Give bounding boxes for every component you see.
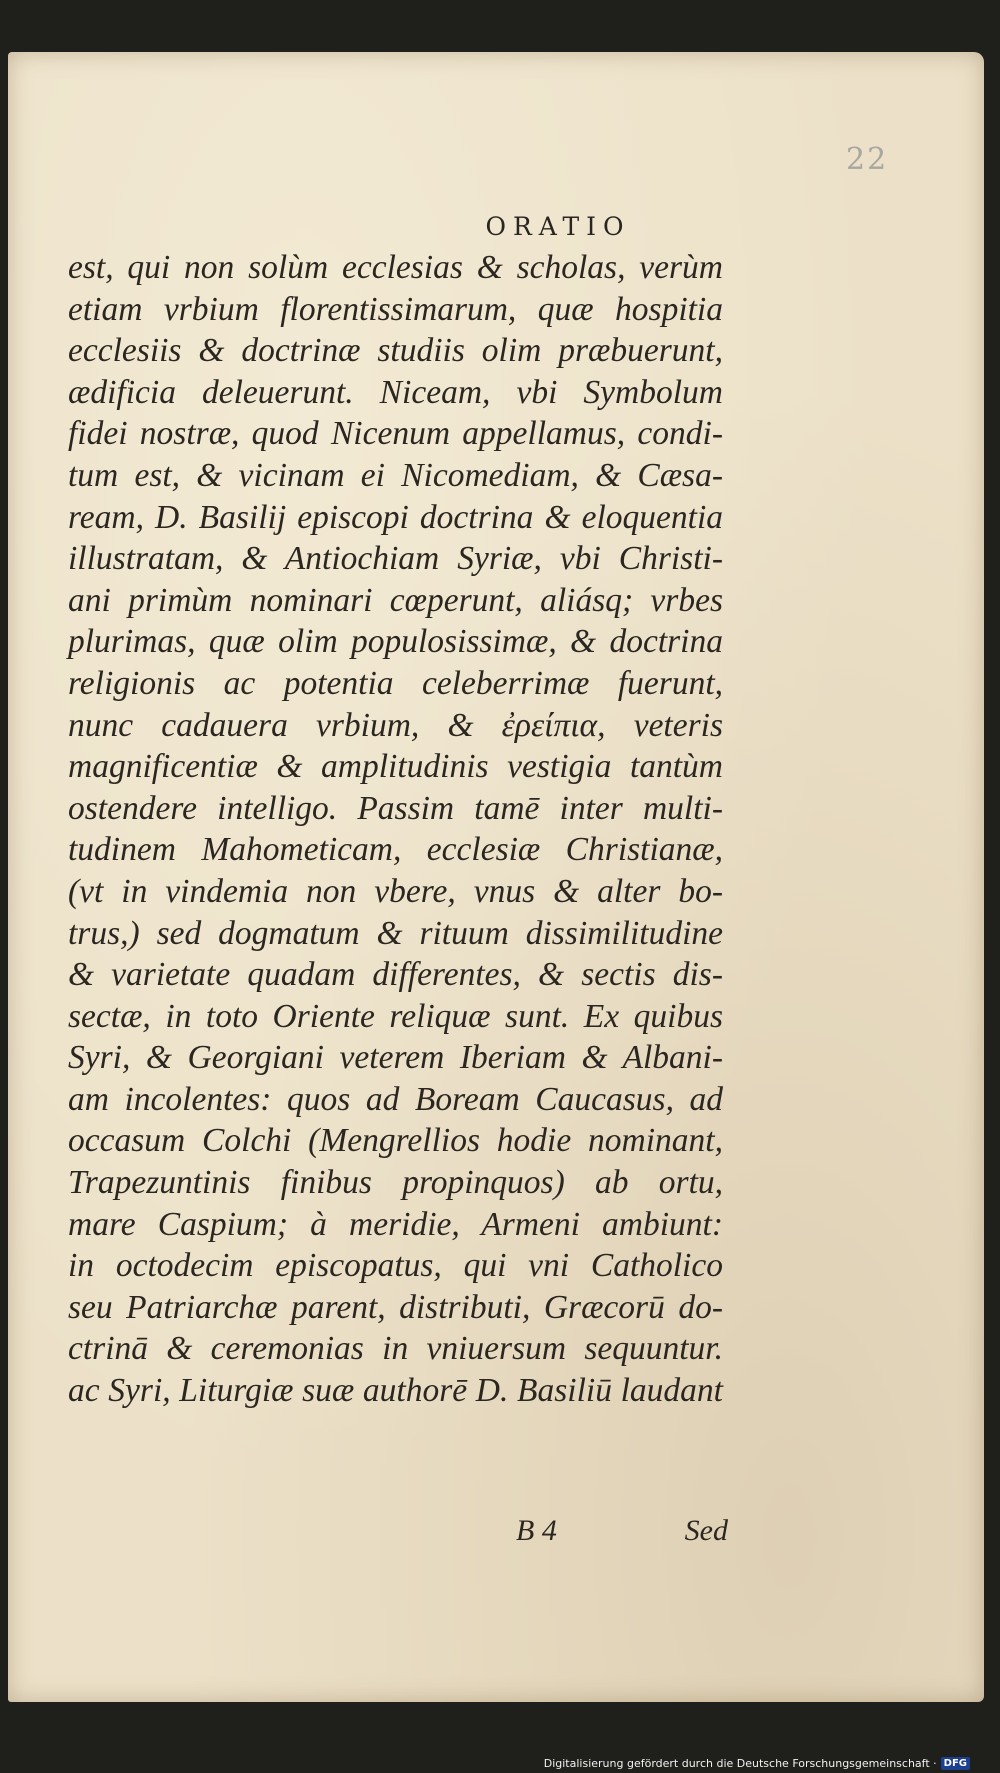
text-line: ecclesiis & doctrinæ studiis olim præbuerunt, <box>68 332 723 370</box>
signature-mark: B 4 <box>516 1514 557 1547</box>
catchword: Sed <box>684 1514 728 1547</box>
folio-number: 22 <box>846 142 889 177</box>
text-line: trus,) sed dogmatum & rituum dissimilitudine <box>68 914 723 952</box>
dfg-logo-icon: DFG <box>941 1757 970 1770</box>
text-line: mare Caspium; à meridie, Armeni ambiunt: <box>68 1205 723 1243</box>
text-line: tum est, & vicinam ei Nicomediam, & Cæsa- <box>68 456 723 494</box>
body-text <box>68 247 723 1412</box>
text-line: ædificia deleuerunt. Niceam, vbi Symbolum <box>68 373 723 411</box>
text-line: magnificentiæ & amplitudinis vestigia tantùm <box>68 748 723 786</box>
text-line: nunc cadauera vrbium, & ἐρείπια, veteris <box>68 706 723 744</box>
text-line: seu Patriarchæ parent, distributi, Græcorū do- <box>68 1288 723 1326</box>
text-line: in octodecim episcopatus, qui vni Catholico <box>68 1247 723 1285</box>
text-line: & varietate quadam differentes, & sectis dis- <box>68 956 723 994</box>
text-line: illustratam, & Antiochiam Syriæ, vbi Christi- <box>68 540 723 578</box>
text-line: tudinem Mahometicam, ecclesiæ Christianæ, <box>68 831 723 869</box>
text-line: sectæ, in toto Oriente reliquæ sunt. Ex quibus <box>68 997 723 1035</box>
text-line: ctrinā & ceremonias in vniuersum sequuntur. <box>68 1330 723 1368</box>
credit-text: Digitalisierung gefördert durch die Deutsche Forschungsgemeinschaft · <box>543 1756 937 1770</box>
text-line: ream, D. Basilij episcopi doctrina & eloquentia <box>68 498 723 536</box>
text-line: ac Syri, Liturgiæ suæ authorē D. Basiliū laudant <box>68 1372 723 1410</box>
text-line: etiam vrbium florentissimarum, quæ hospitia <box>68 290 723 328</box>
text-line: fidei nostræ, quod Nicenum appellamus, condi- <box>68 415 723 453</box>
text-line: ani primùm nominari cœperunt, aliásq; vrbes <box>68 581 723 619</box>
text-line: Trapezuntinis finibus propinquos) ab ortu, <box>68 1164 723 1202</box>
text-line: ostendere intelligo. Passim tamē inter multi- <box>68 789 723 827</box>
text-line: religionis ac potentia celeberrimæ fuerunt, <box>68 664 723 702</box>
footer-bar <box>0 1751 1000 1773</box>
text-line: (vt in vindemia non vbere, vnus & alter bo- <box>68 872 723 910</box>
text-line: Syri, & Georgiani veterem Iberiam & Albani- <box>68 1039 723 1077</box>
text-line: est, qui non solùm ecclesias & scholas, verùm <box>68 249 723 286</box>
text-line: am incolentes: quos ad Boream Caucasus, ad <box>68 1080 723 1118</box>
text-line: plurimas, quæ olim populosissimæ, & doctrina <box>68 623 723 661</box>
digitization-credit <box>544 1757 970 1771</box>
book-page <box>8 52 984 1702</box>
text-line: occasum Colchi (Mengrellios hodie nominant, <box>68 1122 723 1160</box>
running-head: ORATIO <box>485 212 631 241</box>
